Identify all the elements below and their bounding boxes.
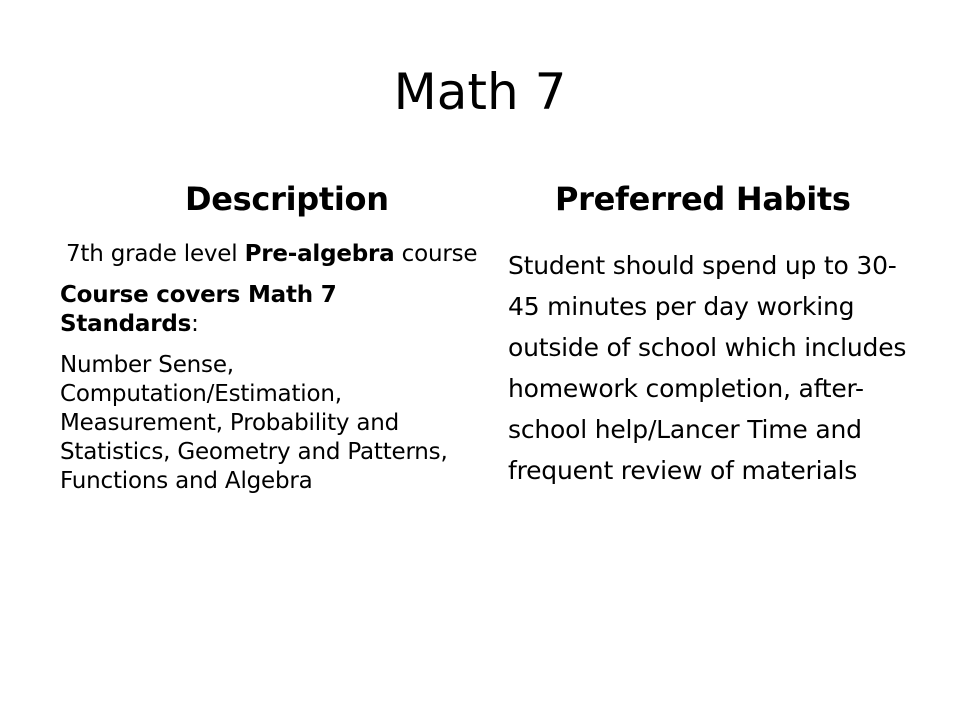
preferred-habits-heading: Preferred Habits: [555, 180, 851, 218]
description-heading: Description: [185, 180, 389, 218]
description-text: 7th grade level: [66, 241, 245, 267]
description-paragraph-2: [60, 281, 480, 339]
description-text: course: [394, 241, 478, 267]
description-bold-text: Pre-algebra: [244, 241, 395, 267]
description-paragraph-3: Number Sense, Computation/Estimation, Measurement, Probability and Statistics, Geometry and Patterns, Functions and Algebra: [60, 352, 448, 494]
slide-title: Math 7: [393, 63, 567, 121]
description-paragraph-1: [60, 240, 480, 269]
description-bold-text: Course covers Math 7 Standards: [60, 282, 337, 337]
description-body: [60, 240, 480, 508]
preferred-habits-body: [508, 245, 928, 491]
preferred-habits-text: Student should spend up to 30-45 minutes per day working outside of school which includes homework completion, after-school help/Lancer Time and frequent review of materials: [508, 251, 907, 485]
description-text: :: [191, 311, 199, 337]
